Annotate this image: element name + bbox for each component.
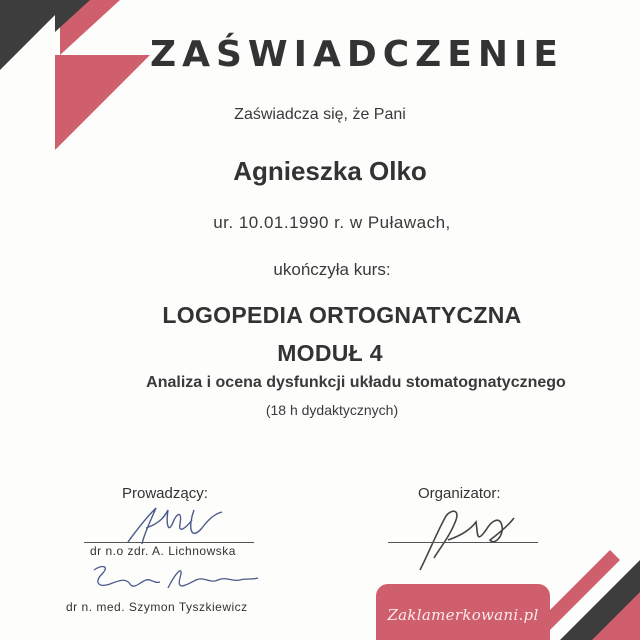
organizer-stamp-text: Zaklamerkowani.pl xyxy=(387,606,539,624)
instructor-name-1: dr n.o zdr. A. Lichnowska xyxy=(90,544,236,558)
hours-info: (18 h dydaktycznych) xyxy=(265,402,399,418)
organizer-label: Organizator: xyxy=(418,485,501,502)
completed-text: ukończyła kurs: xyxy=(273,260,391,279)
module-subject: Analiza i ocena dysfunkcji układu stomatognatycznego xyxy=(146,374,566,391)
certificate-title: ZAŚWIADCZENIE xyxy=(150,34,564,75)
recipient-name: Agnieszka Olko xyxy=(233,156,427,186)
instructor-signature-2 xyxy=(80,558,270,604)
birth-info: ur. 10.01.1990 r. w Puławach, xyxy=(213,213,451,232)
instructor-label: Prowadzący: xyxy=(122,485,208,502)
corner-decoration-bottom-right xyxy=(500,520,640,640)
instructor-name-2: dr n. med. Szymon Tyszkiewicz xyxy=(66,600,248,614)
intro-text: Zaświadcza się, że Pani xyxy=(234,106,406,123)
instructor-signature-line xyxy=(84,542,254,543)
module-title: MODUŁ 4 xyxy=(277,340,383,366)
course-title: LOGOPEDIA ORTOGNATYCZNA xyxy=(162,302,522,328)
